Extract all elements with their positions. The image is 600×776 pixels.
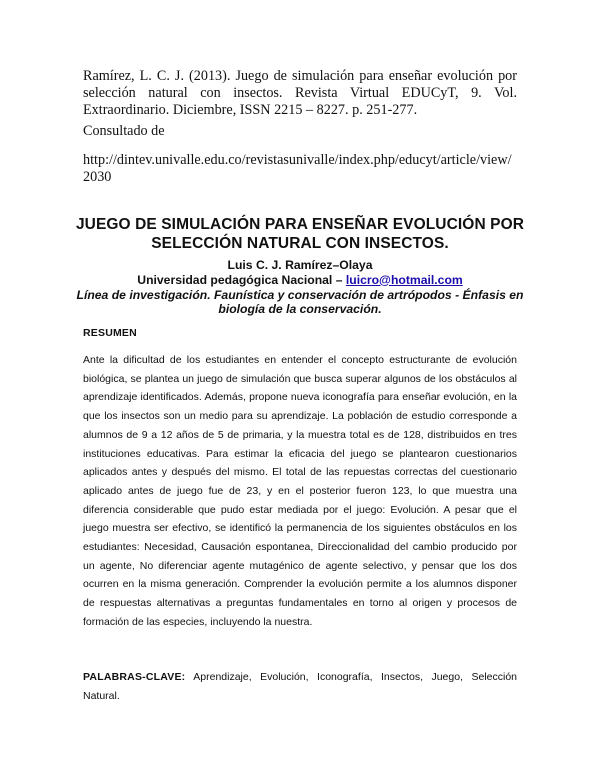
source-url[interactable]: http://dintev.univalle.edu.co/revistasunivalle/index.php/educyt/article/view/2030 [83,152,512,185]
keywords-paragraph [83,668,517,705]
author-email-link[interactable]: luicro@hotmail.com [345,272,463,287]
citation-text: Ramírez, L. C. J. (2013). Juego de simulación para enseñar evolución por selección natural con insectos. Revista Virtual EDUCyT, 9. Vol. Extraordinario. Diciembre, ISSN 2215 – 8227. p. 251-277. [83,68,517,118]
research-line: Línea de investigación. Faunística y conservación de artrópodos - Énfasis en biología de la conservación. [76,287,524,317]
institution-line [60,273,540,288]
consulted-label: Consultado de [83,123,165,139]
institution-name: Universidad pedagógica Nacional – [137,272,346,287]
abstract-heading: RESUMEN [83,327,137,339]
article-title: JUEGO DE SIMULACIÓN PARA ENSEÑAR EVOLUCIÓN POR SELECCIÓN NATURAL CON INSECTOS. [75,216,525,252]
keywords-list: Aprendizaje, Evolución, Iconografía, Insectos, Juego, Selección Natural. [83,671,517,702]
author-block [60,258,540,317]
keywords-label: PALABRAS-CLAVE: [83,671,186,683]
abstract-body: Ante la dificultad de los estudiantes en entender el concepto estructurante de evolución biológica, se plantea un juego de simulación que busca superar algunos de los obstáculos al aprendizaje identificados. Además, propone nueva iconografía para enseñar evolución, en la que los insectos son un medio para su aprendizaje. La población de estudio corresponde a alumnos de 9 a 12 años de 5 de primaria, y la muestra total es de 128, distribuidos en tres instituciones educativas. Para estimar la eficacia del juego se plantearon cuestionarios aplicados antes y después del mismo. El total de las repuestas correctas del cuestionario aplicado antes de juego fue de 23, y en el posterior fueron 123, lo que muestra una diferencia considerable que pudo estar mediada por el juego: Evolución. A pesar que el juego muestra ser efectivo, se identificó la permanencia de los siguientes obstáculos en los estudiantes: Necesidad, Causación espontanea, Direccionalidad del cambio producido por un agente, No diferenciar agente mutagénico de agente selectivo, y pensar que los dos ocurren en la misma generación. Comprender la evolución permite a los alumnos disponer de respuestas alternativas a preguntas fundamentales en torno al origen y procesos de formación de las especies, incluyendo la nuestra. [83,354,517,628]
author-name: Luis C. J. Ramírez–Olaya [227,258,373,272]
